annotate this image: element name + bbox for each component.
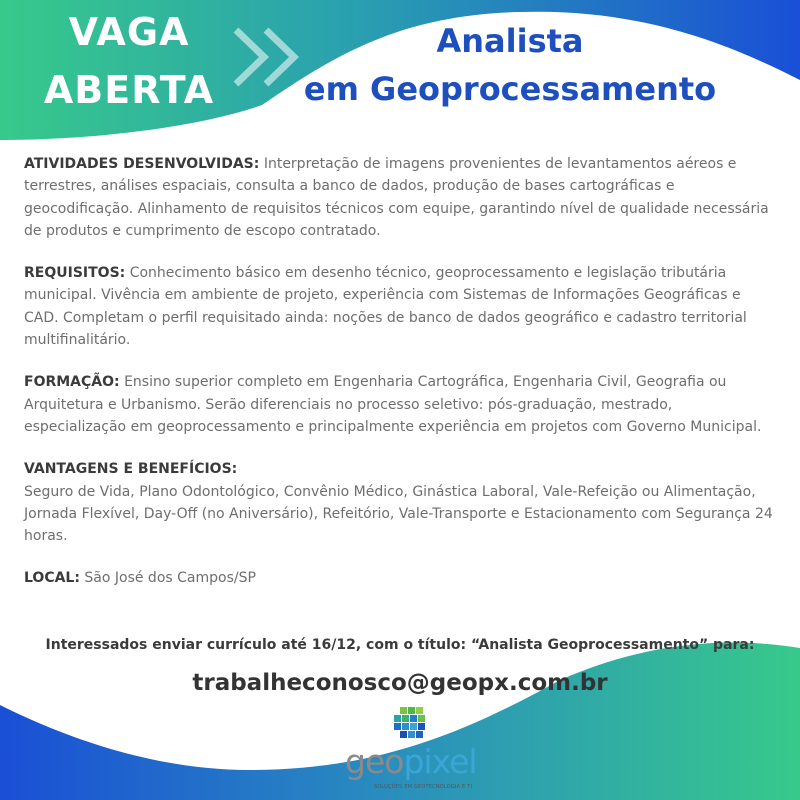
call-to-action: Interessados enviar currículo até 16/12, com o título: “Analista Geoprocessamento” para: [45, 637, 755, 653]
logo-wordmark [345, 743, 475, 781]
section-atividades [24, 153, 776, 242]
section-local [24, 567, 776, 589]
section-label: ATIVIDADES DESENVOLVIDAS: [24, 156, 260, 172]
section-label: VANTAGENS E BENEFÍCIOS: [24, 461, 238, 478]
job-description [24, 153, 776, 610]
pixel-globe-icon [392, 705, 432, 745]
geopixel-logo [345, 705, 475, 797]
job-title-line-2: em Geoprocessamento [303, 70, 717, 108]
contact-email-link[interactable]: trabalheconosco@geopx.com.br [192, 670, 608, 696]
logo-tagline: SOLUÇÕES EM GEOTECNOLOGIA E TI [373, 784, 473, 790]
badge-aberta: ABERTA [43, 68, 215, 112]
section-label: FORMAÇÃO: [24, 374, 120, 391]
section-vantagens [24, 458, 776, 547]
section-text: São José dos Campos/SP [79, 570, 256, 587]
section-text: Interpretação de imagens provenientes de levantamentos aéreos e terrestres, análises espaciais, consulta a banco de dados, produção de bases cartográficas e geocodificação. Alinhamento de requisitos técnicos com equipe, garantindo nível de qualidade necessária de produtos e cumprimento de escopo contratado. [24, 156, 769, 239]
section-text: Seguro de Vida, Plano Odontológico, Convênio Médico, Ginástica Laboral, Vale-Refeição ou Alimentação, Jornada Flexível, Day-Off (no Aniversário), Refeitório, Vale-Transporte e Estacionamento com Segurança 24 horas. [24, 483, 773, 545]
badge-vaga: VAGA [68, 10, 190, 54]
section-text: Ensino superior completo em Engenharia Cartográfica, Engenharia Civil, Geografia ou Arquitetura e Urbanismo. Serão diferenciais no processo seletivo: pós-graduação, mestrado, especialização em geoprocessamento e principalmente experiência em projetos com Governo Municipal. [24, 374, 762, 435]
logo-word-geo: geo [345, 742, 404, 781]
section-label: LOCAL: [24, 570, 80, 587]
double-chevron-right-icon [230, 22, 310, 92]
logo-word-pixel: pixel [403, 742, 477, 781]
section-formacao [24, 371, 776, 438]
section-text: Conhecimento básico em desenho técnico, geoprocessamento e legislação tributária municipal. Vivência em ambiente de projeto, experiência com Sistemas de Informações Geográficas e CAD. Completam o perfil requisitado ainda: noções de banco de dados geográfico e cadastro territorial multifinalitário. [24, 265, 747, 349]
section-label: REQUISITOS: [24, 265, 126, 282]
job-title-line-1: Analista [436, 22, 584, 60]
section-requisitos [24, 262, 776, 351]
